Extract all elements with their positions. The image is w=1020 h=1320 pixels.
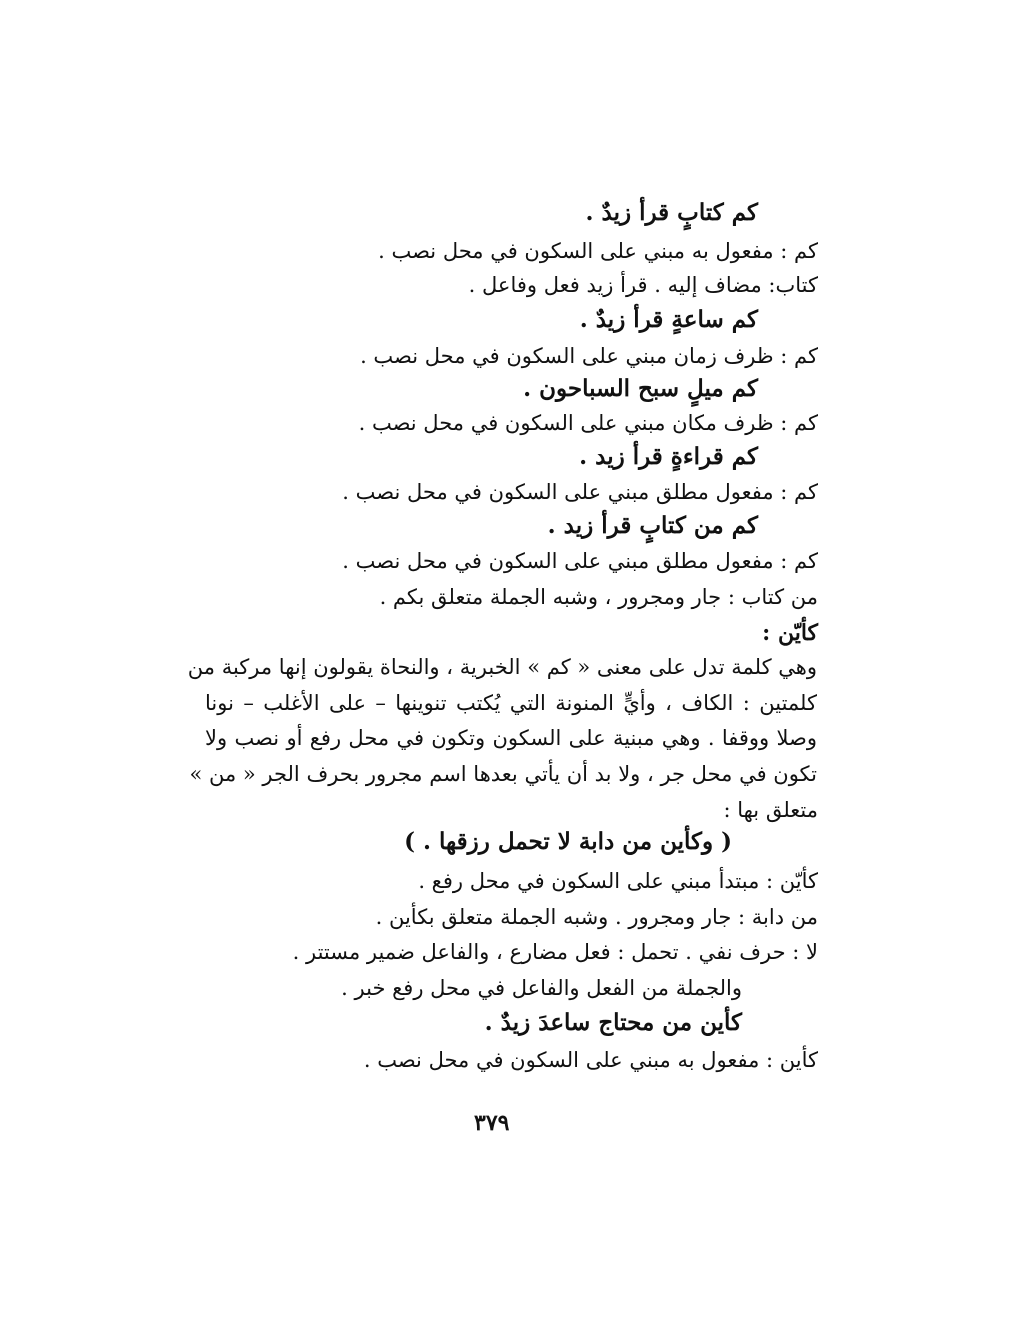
grammar-analysis-line: كم : مفعول به مبني على السكون في محل نصب .: [378, 239, 818, 263]
example-sentence: كأين من محتاج ساعدَ زيدٌ .: [484, 1009, 742, 1036]
section-heading: كأيّن :: [762, 620, 818, 646]
example-sentence: كم قراءةٍ قرأ زيد .: [579, 443, 758, 470]
grammar-analysis-line: كأيّن : مبتدأ مبني على السكون في محل رفع .: [418, 869, 818, 893]
paragraph-line: تكون في محل جر ، ولا بد أن يأتي بعدها اسم مجرور بحرف الجر « من »: [189, 762, 817, 786]
grammar-analysis-line: كم : مفعول مطلق مبني على السكون في محل نصب .: [342, 480, 818, 504]
grammar-analysis-line: كم : مفعول مطلق مبني على السكون في محل نصب .: [342, 549, 818, 573]
grammar-analysis-line: كتاب: مضاف إليه . قرأ زيد فعل وفاعل .: [468, 273, 818, 297]
grammar-analysis-line: من دابة : جار ومجرور . وشبه الجملة متعلق بكأين .: [375, 905, 818, 929]
grammar-analysis-line: كم : ظرف مكان مبني على السكون في محل نصب .: [358, 411, 818, 435]
paragraph-line: وهي كلمة تدل على معنى « كم » الخبرية ، والنحاة يقولون إنها مركبة من: [187, 655, 817, 679]
paragraph-line: وصلا ووقفا . وهي مبنية على السكون وتكون في محل رفع أو نصب ولا: [205, 726, 817, 750]
page-number: ٣٧٩: [474, 1110, 510, 1136]
grammar-analysis-line: كأين : مفعول به مبني على السكون في محل نصب .: [363, 1048, 818, 1072]
example-sentence: كم ميلٍ سبح السباحون .: [523, 375, 758, 402]
grammar-analysis-line: كم : ظرف زمان مبني على السكون في محل نصب .: [360, 344, 818, 368]
grammar-analysis-line: لا : حرف نفي . تحمل : فعل مضارع ، والفاعل ضمير مستتر .: [292, 940, 818, 964]
paragraph-line: متعلق بها :: [723, 798, 818, 822]
example-sentence: كم ساعةٍ قرأ زيدٌ .: [579, 306, 758, 333]
grammar-analysis-line: من كتاب : جار ومجرور ، وشبه الجملة متعلق بكم .: [379, 585, 818, 609]
paragraph-line: كلمتين : الكاف ، وأيٍّ المنونة التي يُكتب تنوينها – على الأغلب – نونا: [205, 691, 817, 715]
example-sentence: كم من كتابٍ قرأ زيد .: [547, 512, 758, 539]
quran-quote: ( وكأين من دابة لا تحمل رزقها . ): [404, 828, 732, 855]
example-sentence: كم كتابٍ قرأ زيدٌ .: [585, 199, 758, 226]
grammar-analysis-line: والجملة من الفعل والفاعل في محل رفع خبر .: [341, 976, 742, 1000]
